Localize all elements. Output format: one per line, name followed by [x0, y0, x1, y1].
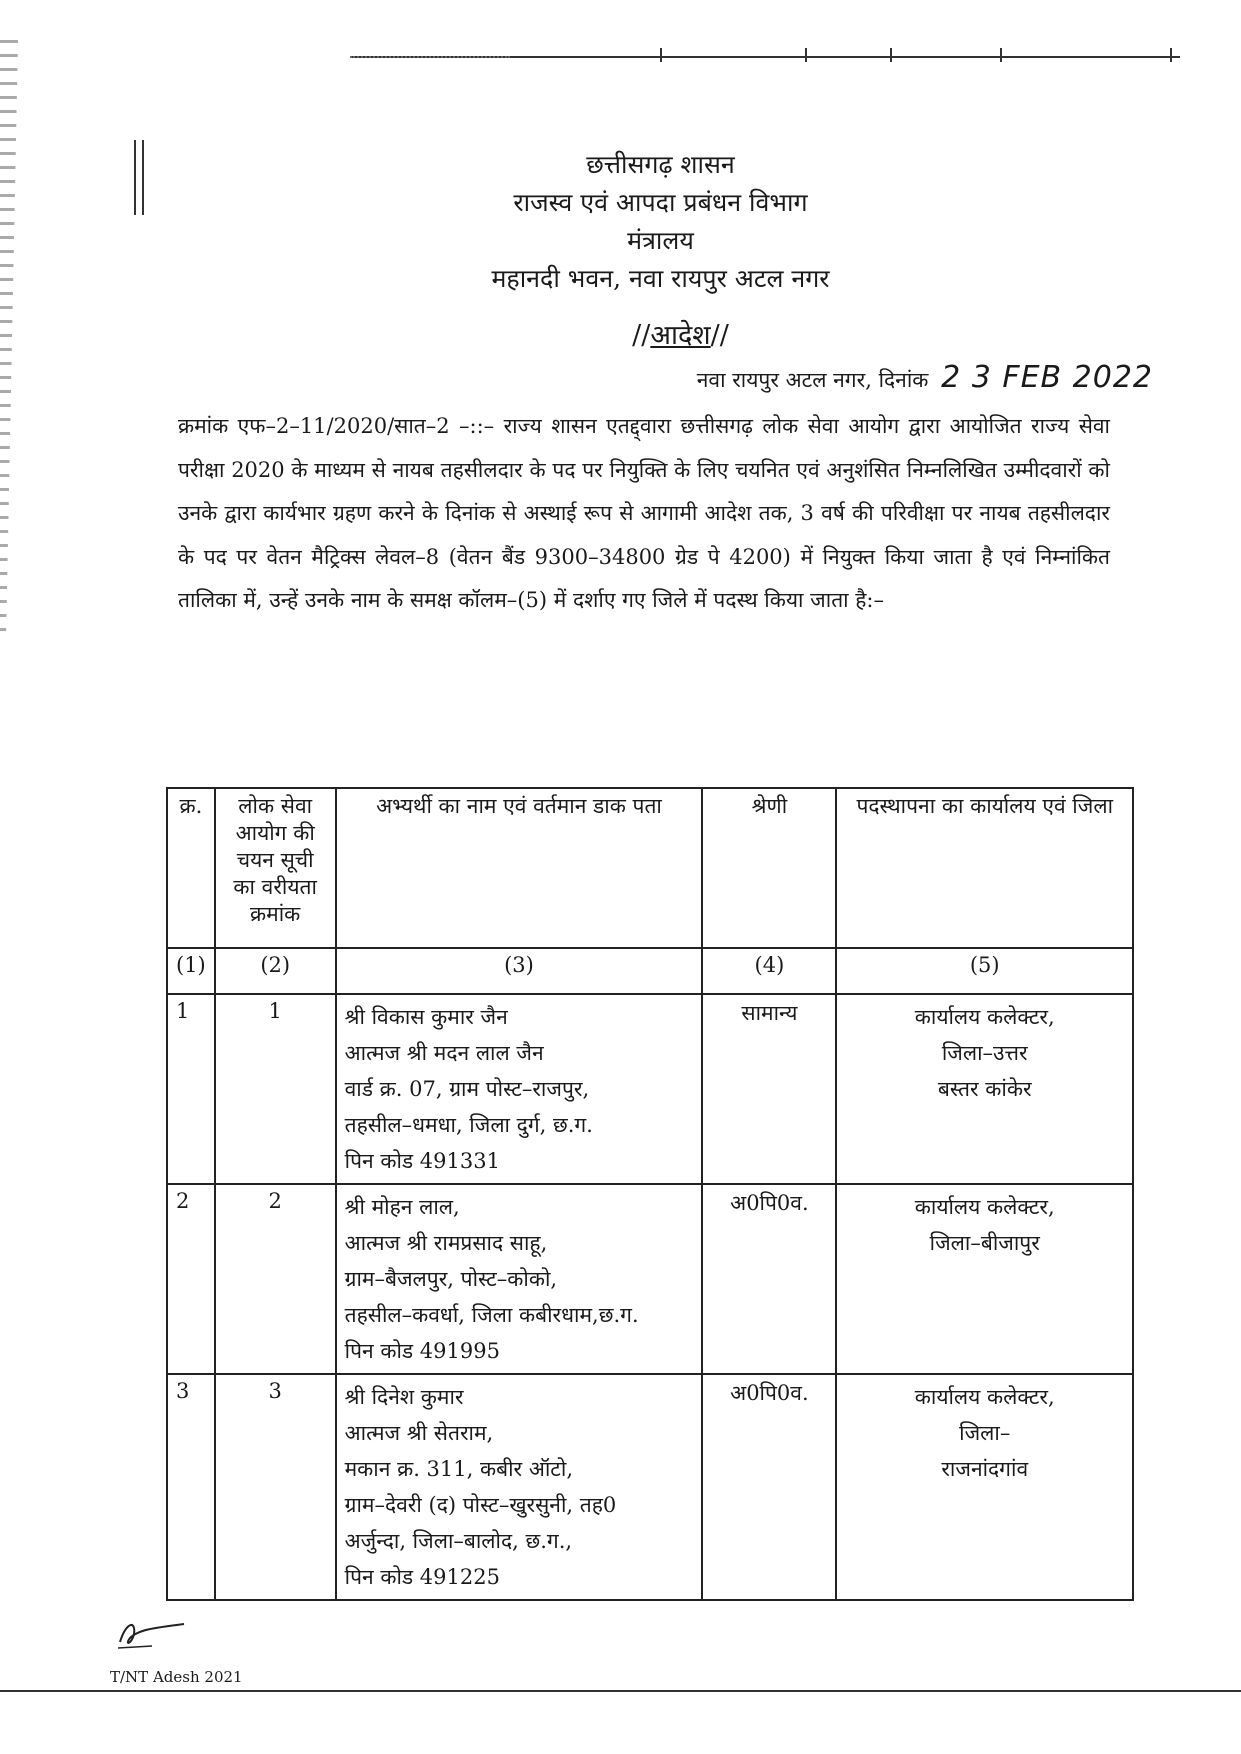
candidate-address: श्री दिनेश कुमार आत्मज श्री सेतराम, मकान क्र. 311, कबीर ऑटो, ग्राम–देवरी (द) पोस्ट–खुरसुनी, तह0 अर्जुन्दा, जिला–बालोद, छ.ग., पिन कोड 491225 — [336, 1374, 703, 1600]
government-name: छत्तीसगढ़ शासन — [586, 150, 735, 179]
order-date-line — [697, 360, 1153, 395]
scan-tick — [805, 48, 807, 62]
order-title: //आदेश// — [632, 320, 729, 351]
letterhead — [0, 146, 1241, 298]
column-number-row: (1) (2) (3) (4) (5) — [167, 948, 1133, 994]
candidate-address: श्री विकास कुमार जैन आत्मज श्री मदन लाल जैन वार्ड क्र. 07, ग्राम पोस्ट–राजपुर, तहसील–धमधा, जिला दुर्ग, छ.ग. पिन कोड 491331 — [336, 994, 703, 1184]
table-row: 2 2 श्री मोहन लाल, आत्मज श्री रामप्रसाद साहू, ग्राम–बैजलपुर, पोस्ट–कोको, तहसील–कवर्धा, जिला कबीरधाम,छ.ग. पिन कोड 491995 अ0पि0व. कार्यालय कलेक्टर, जिला–बीजापुर — [167, 1184, 1133, 1374]
candidate-category: अ0पि0व. — [702, 1184, 836, 1374]
scan-tick — [1000, 48, 1002, 62]
header-candidate: अभ्यर्थी का नाम एवं वर्तमान डाक पता — [336, 788, 703, 948]
date-prefix: नवा रायपुर अटल नगर, दिनांक — [696, 368, 929, 392]
office-address: महानदी भवन, नवा रायपुर अटल नगर — [491, 264, 830, 293]
candidate-category: अ0पि0व. — [702, 1374, 836, 1600]
candidate-address: श्री मोहन लाल, आत्मज श्री रामप्रसाद साहू, ग्राम–बैजलपुर, पोस्ट–कोको, तहसील–कवर्धा, जिला कबीरधाम,छ.ग. पिन कोड 491995 — [336, 1184, 703, 1374]
table-header-row — [167, 788, 1133, 948]
scan-tick — [660, 48, 662, 62]
header-posting: पदस्थापना का कार्यालय एवं जिला — [836, 788, 1133, 948]
header-rank: लोक सेवा आयोग की चयन सूची का वरीयता क्रमांक — [215, 788, 336, 948]
posting-office: कार्यालय कलेक्टर, जिला–उत्तर बस्तर कांकेर — [836, 994, 1133, 1184]
posting-office: कार्यालय कलेक्टर, जिला– राजनांदगांव — [836, 1374, 1133, 1600]
department-name: राजस्व एवं आपदा प्रबंधन विभाग — [513, 188, 808, 217]
scan-left-edge-artifact — [0, 40, 30, 640]
order-title-text: आदेश — [650, 320, 711, 351]
footer-file-code: T/NT Adesh 2021 — [110, 1668, 243, 1686]
date-stamp: 2 3 FEB 2022 — [941, 360, 1153, 395]
order-body: क्रमांक एफ–2–11/2020/सात–2 –::– राज्य शासन एतद्द्वारा छत्तीसगढ़ लोक सेवा आयोग द्वारा आयोजित राज्य सेवा परीक्षा 2020 के माध्यम से नायब तहसीलदार के पद पर नियुक्ति के लिए चयनित एवं अनुशंसित निम्नलिखित उम्मीदवारों को उनके द्वारा कार्यभार ग्रहण करने के दिनांक से अस्थाई रूप से आगामी आदेश तक, 3 वर्ष की परिवीक्षा पर नायब तहसीलदार के पद पर वेतन मैट्रिक्स लेवल–8 (वेतन बैंड 9300–34800 ग्रेड पे 4200) में नियुक्त किया जाता है एवं निम्नांकित तालिका में, उन्हें उनके नाम के समक्ष कॉलम–(5) में दर्शाए गए जिले में पदस्थ किया जाता है:– — [178, 414, 1110, 612]
footer-rule — [0, 1690, 1241, 1692]
scan-tick — [890, 48, 892, 62]
scan-top-dots — [350, 56, 510, 58]
header-sno: क्र. — [167, 788, 215, 948]
header-category: श्रेणी — [702, 788, 836, 948]
table-row: 1 1 श्री विकास कुमार जैन आत्मज श्री मदन लाल जैन वार्ड क्र. 07, ग्राम पोस्ट–राजपुर, तहसील–धमधा, जिला दुर्ग, छ.ग. पिन कोड 491331 सामान्य कार्यालय कलेक्टर, जिला–उत्तर बस्तर कांकेर — [167, 994, 1133, 1184]
appointment-table — [166, 787, 1134, 1601]
table-row: 3 3 श्री दिनेश कुमार आत्मज श्री सेतराम, मकान क्र. 311, कबीर ऑटो, ग्राम–देवरी (द) पोस्ट–खुरसुनी, तह0 अर्जुन्दा, जिला–बालोद, छ.ग., पिन कोड 491225 अ0पि0व. कार्यालय कलेक्टर, जिला– राजनांदगांव — [167, 1374, 1133, 1600]
posting-office: कार्यालय कलेक्टर, जिला–बीजापुर — [836, 1184, 1133, 1374]
candidate-category: सामान्य — [702, 994, 836, 1184]
ministry-name: मंत्रालय — [627, 226, 694, 255]
initials-signature — [112, 1612, 192, 1652]
scan-tick — [1170, 48, 1172, 62]
